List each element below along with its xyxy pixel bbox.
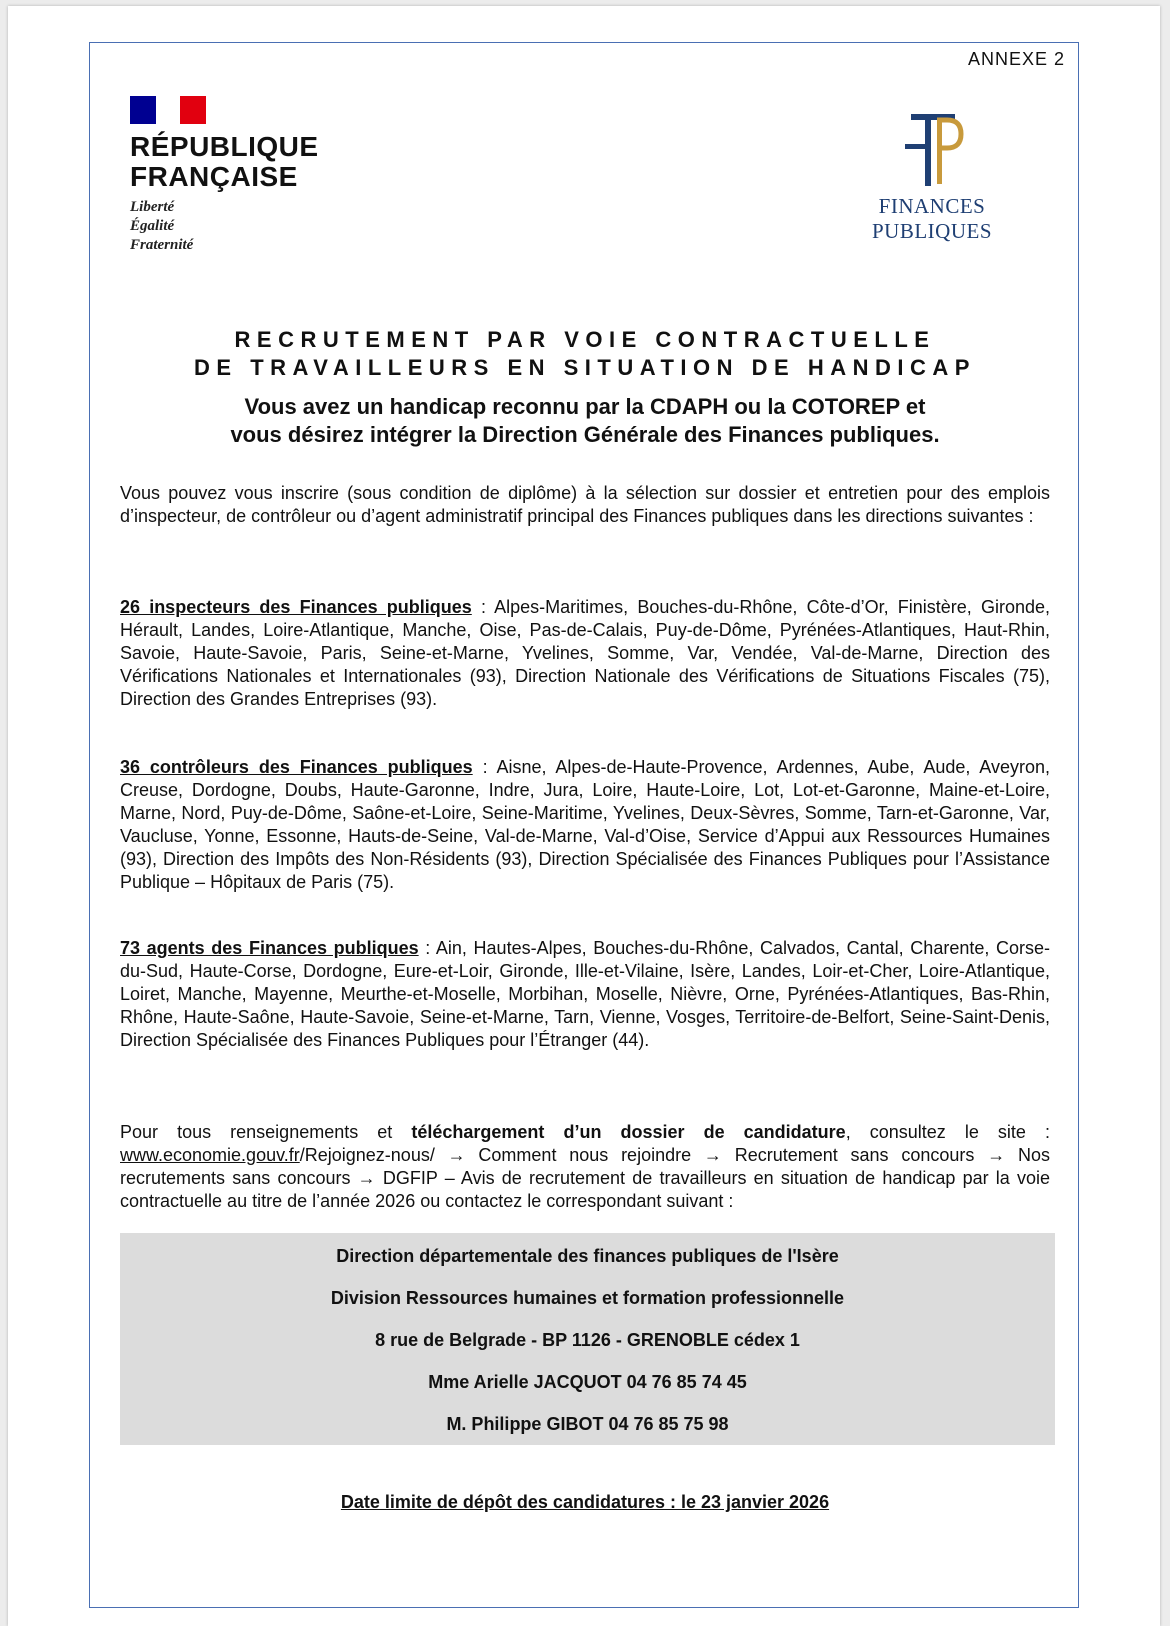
contact-phone: Mme Arielle JACQUOT 04 76 85 74 45 [428, 1372, 747, 1392]
section-text: : Alpes-Maritimes, Bouches-du-Rhône, Côte-d’Or, Finistère, Gironde, Hérault, Landes, Loire-Atlantique, Manche, Oise, Pas-de-Calais, Puy-de-Dôme, Pyrénées-Atlantiques, Haut-Rhin, Savoie, Haute-Savoie, Paris, Seine-et-Marne, Yvelines, Somme, Var, Vendée, Val-de-Marne, Direction des Vérifications Nationales et Internationales (93), Direction Nationale des Vérifications de Situations Fiscales (75), Direction des Grandes Entreprises (93). [120, 597, 1051, 709]
rf-name: RÉPUBLIQUE FRANÇAISE [130, 131, 319, 192]
fp-monogram-icon [897, 110, 967, 190]
contact-line: 8 rue de Belgrade - BP 1126 - GRENOBLE cédex 1 [375, 1330, 800, 1350]
section-text: : Ain, Hautes-Alpes, Bouches-du-Rhône, Calvados, Cantal, Charente, Corse-du-Sud, Haute-Corse, Dordogne, Eure-et-Loir, Gironde, Ille-et-Vilaine, Isère, Landes, Loir-et-Cher, Loire-Atlantique, Loiret, Manche, Mayenne, Meurthe-et-Moselle, Morbihan, Moselle, Nièvre, Orne, Pyrénées-Atlantiques, Bas-Rhin, Rhône, Haute-Saône, Haute-Savoie, Seine-et-Marne, Tarn, Vienne, Vosges, Territoire-de-Belfort, Seine-Saint-Denis, Direction Spécialisée des Finances Publiques pour l’Étranger (44). [120, 938, 1050, 1050]
section-text: : Aisne, Alpes-de-Haute-Provence, Ardennes, Aube, Aude, Aveyron, Creuse, Dordogne, Doubs, Haute-Garonne, Indre, Jura, Loire, Haute-Loire, Lot, Lot-et-Garonne, Maine-et-Loire, Marne, Nord, Puy-de-Dôme, Saône-et-Loire, Seine-Maritime, Yvelines, Deux-Sèvres, Somme, Tarn-et-Garonne, Var, Vaucluse, Yonne, Essonne, Hauts-de-Seine, Val-de-Marne, Val-d’Oise, Service d’Appui aux Ressources Humaines (93), Direction des Impôts des Non-Résidents (93), Direction Spécialisée des Finances Publiques pour l’Assistance Publique – Hôpitaux de Paris (75). [120, 757, 1050, 892]
section-heading: 36 contrôleurs des Finances publiques [120, 757, 473, 777]
section-controleurs [120, 756, 1050, 894]
rf-motto: Liberté Égalité Fraternité [130, 199, 194, 253]
intro-paragraph: Vous pouvez vous inscrire (sous condition de diplôme) à la sélection sur dossier et entretien pour des emplois d’inspecteur, de contrôleur ou d’agent administratif principal des Finances publiques dans les directions suivantes : [120, 483, 1050, 526]
contact-line: Division Ressources humaines et formation professionnelle [330, 1288, 845, 1308]
fp-name: FINANCES PUBLIQUES [871, 194, 992, 243]
finances-publiques-logo [822, 110, 1042, 244]
info-paragraph: Pour tous renseignements et téléchargement d’un dossier de candidature, consultez le site : www.economie.gouv.fr/Rejoignez-nous/ → Comment nous rejoindre → Recrutement sans concours → Nos recrutements sans concours → DGFIP – Avis de recrutement de travailleurs en situation de handicap par la voie contractuelle au titre de l’année 2026 ou contactez le correspondant suivant : [120, 1122, 1050, 1211]
deadline: Date limite de dépôt des candidatures : le 23 janvier 2026 [340, 1492, 830, 1512]
page-title: RECRUTEMENT PAR VOIE CONTRACTUELLE DE TRAVAILLEURS EN SITUATION DE HANDICAP [194, 327, 976, 380]
section-agents [120, 937, 1050, 1052]
contact-box [120, 1233, 1055, 1445]
website-link[interactable]: www.economie.gouv.fr [120, 1145, 300, 1165]
marianne-flag-icon [130, 96, 206, 124]
section-heading: 26 inspecteurs des Finances publiques [120, 597, 472, 617]
contact-line: Direction départementale des finances publiques de l'Isère [336, 1246, 839, 1266]
republique-francaise-logo [130, 96, 319, 255]
page-subtitle: Vous avez un handicap reconnu par la CDAPH ou la COTOREP et vous désirez intégrer la Direction Générale des Finances publiques. [230, 394, 940, 447]
section-inspecteurs [120, 596, 1050, 711]
contact-phone: M. Philippe GIBOT 04 76 85 75 98 [446, 1414, 729, 1434]
section-heading: 73 agents des Finances publiques [120, 938, 419, 958]
annexe-label: ANNEXE 2 [968, 49, 1066, 69]
